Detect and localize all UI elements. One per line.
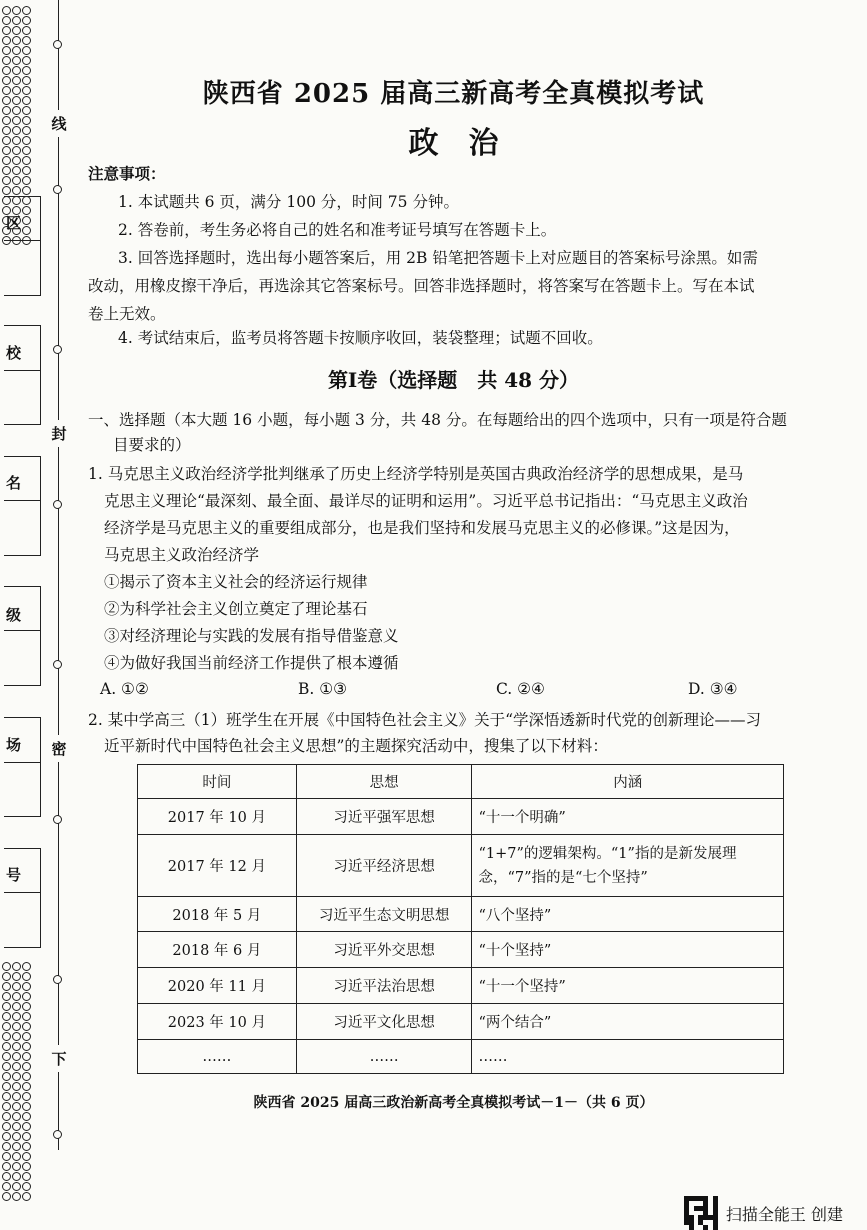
q1-stem-line: 克思主义理论“最深刻、最全面、最详尽的证明和运用”。习近平总书记指出：“马克思主义政治 (104, 492, 748, 510)
section-title: 第Ⅰ卷（选择题 共 48 分） (327, 368, 580, 392)
field-label-class: 级 (6, 606, 22, 624)
punch-hole (12, 1192, 21, 1201)
table-row (138, 835, 784, 897)
table-cell-content: …… (472, 1040, 784, 1074)
punch-hole (22, 26, 31, 35)
punch-hole (2, 106, 11, 115)
table-cell-content: “两个结合” (472, 1004, 784, 1040)
punch-hole (22, 1022, 31, 1031)
table-row (138, 1040, 784, 1074)
punch-hole (12, 76, 21, 85)
q1-statement: ②为科学社会主义创立奠定了理论基石 (104, 600, 368, 618)
punch-hole (2, 176, 11, 185)
punch-hole (22, 1072, 31, 1081)
table-cell-thought: 习近平文化思想 (296, 1004, 472, 1040)
field-label-room: 场 (6, 736, 22, 754)
punch-hole (22, 1102, 31, 1111)
exam-title: 陕西省 2025 届高三新高考全真模拟考试 (202, 79, 705, 109)
punch-hole (12, 1172, 21, 1181)
cut-line-ring (53, 815, 62, 824)
punch-hole (22, 136, 31, 145)
punch-hole (22, 66, 31, 75)
punch-hole (22, 1052, 31, 1061)
punch-hole (22, 1082, 31, 1091)
punch-hole (2, 136, 11, 145)
punch-hole (2, 86, 11, 95)
punch-hole (12, 1062, 21, 1071)
cut-line-ring (53, 500, 62, 509)
punch-hole (22, 1012, 31, 1021)
punch-hole (2, 36, 11, 45)
punch-hole (12, 1132, 21, 1141)
q1-option-b[interactable]: B. ①③ (298, 680, 348, 698)
q1-option-a[interactable]: A. ①② (100, 680, 149, 698)
notice-heading: 注意事项： (88, 164, 166, 183)
q1-statement: ④为做好我国当前经济工作提供了根本遵循 (104, 654, 399, 672)
punch-hole (2, 1102, 11, 1111)
field-separator (4, 240, 40, 241)
punch-hole (2, 26, 11, 35)
field-label-name: 名 (6, 474, 22, 492)
table-cell-date: 2017 年 12 月 (138, 835, 297, 897)
punch-hole (22, 146, 31, 155)
punch-hole (12, 106, 21, 115)
punch-hole (22, 176, 31, 185)
table-cell-date: 2017 年 10 月 (138, 799, 297, 835)
punch-hole (12, 1102, 21, 1111)
thought-table (137, 764, 784, 1074)
punch-hole (2, 1062, 11, 1071)
table-row (138, 897, 784, 932)
punch-hole (22, 1132, 31, 1141)
notice-item: 3. 回答选择题时，选出每小题答案后，用 2B 铅笔把答题卡上对应题目的答案标号涂黑。如需 (118, 249, 758, 267)
punch-hole (12, 1162, 21, 1171)
table-cell-date: 2020 年 11 月 (138, 968, 297, 1004)
punch-hole (2, 1112, 11, 1121)
punch-hole (2, 972, 11, 981)
punch-hole (12, 1022, 21, 1031)
punch-hole (2, 76, 11, 85)
notice-item-cont: 卷上无效。 (88, 305, 166, 323)
punch-hole (2, 1132, 11, 1141)
punch-hole (2, 982, 11, 991)
cut-label-secret: 密 (50, 735, 68, 762)
punch-hole (22, 106, 31, 115)
field-label-school: 校 (6, 344, 22, 362)
cut-line-ring (53, 660, 62, 669)
punch-hole (2, 126, 11, 135)
punch-hole (12, 1042, 21, 1051)
punch-hole (12, 1182, 21, 1191)
field-separator (4, 762, 40, 763)
punch-hole (12, 26, 21, 35)
punch-hole (12, 36, 21, 45)
punch-hole (12, 1092, 21, 1101)
q2-stem-line: 近平新时代中国特色社会主义思想”的主题探究活动中，搜集了以下材料： (104, 737, 608, 755)
cut-line-ring (53, 40, 62, 49)
cut-label-below: 下 (50, 1045, 68, 1072)
punch-hole (12, 1032, 21, 1041)
q1-stem-line: 1. 马克思主义政治经济学批判继承了历史上经济学特别是英国古典政治经济学的思想成果，是马 (88, 465, 744, 483)
punch-hole (22, 1112, 31, 1121)
punch-hole (12, 972, 21, 981)
punch-hole (12, 86, 21, 95)
punch-hole (22, 972, 31, 981)
punch-hole (2, 6, 11, 15)
scanner-watermark (684, 1196, 843, 1230)
punch-hole (2, 1162, 11, 1171)
punch-hole (22, 166, 31, 175)
field-separator (4, 630, 40, 631)
q1-stem-line: 马克思主义政治经济学 (104, 546, 260, 564)
table-cell-date: …… (138, 1040, 297, 1074)
punch-hole (22, 96, 31, 105)
field-box-number (4, 848, 41, 948)
punch-hole (2, 1002, 11, 1011)
table-cell-date: 2018 年 5 月 (138, 897, 297, 932)
punch-hole (12, 96, 21, 105)
punch-hole (12, 1052, 21, 1061)
field-box-school (4, 325, 41, 425)
exam-subject: 政治 (408, 126, 529, 161)
cut-label-line: 线 (50, 110, 68, 137)
scanner-label: 扫描全能王 创建 (725, 1204, 843, 1224)
punch-hole (22, 116, 31, 125)
q1-stem-line: 经济学是马克思主义的重要组成部分，也是我们坚持和发展马克思主义的必修课。”这是因为， (104, 519, 740, 537)
table-cell-thought: 习近平法治思想 (296, 968, 472, 1004)
table-cell-thought: 习近平经济思想 (296, 835, 472, 897)
field-box-name (4, 456, 41, 556)
punch-hole (2, 66, 11, 75)
punch-hole (22, 126, 31, 135)
field-box-district (4, 196, 41, 296)
punch-hole (2, 1192, 11, 1201)
punch-hole (12, 116, 21, 125)
punch-hole (22, 16, 31, 25)
punch-hole (22, 1142, 31, 1151)
notice-item: 2. 答卷前，考生务必将自己的姓名和准考证号填写在答题卡上。 (118, 221, 557, 239)
punch-hole (2, 186, 11, 195)
punch-hole (12, 16, 21, 25)
table-cell-content: “十一个明确” (472, 799, 784, 835)
punch-hole (2, 1022, 11, 1031)
table-cell-content: “十个坚持” (472, 932, 784, 968)
punch-hole (22, 6, 31, 15)
table-row (138, 799, 784, 835)
punch-hole (22, 1122, 31, 1131)
table-cell-thought: …… (296, 1040, 472, 1074)
table-header: 时间 (138, 765, 297, 799)
table-cell-date: 2023 年 10 月 (138, 1004, 297, 1040)
table-row (138, 968, 784, 1004)
section-instruction: 一、选择题（本大题 16 小题，每小题 3 分，共 48 分。在每题给出的四个选项中，只有一项是符合题 (88, 411, 787, 429)
q1-statement: ①揭示了资本主义社会的经济运行规律 (104, 573, 368, 591)
punch-hole (12, 1082, 21, 1091)
punch-hole (12, 126, 21, 135)
punch-hole (2, 1032, 11, 1041)
notice-item: 4. 考试结束后，监考员将答题卡按顺序收回，装袋整理；试题不回收。 (118, 329, 603, 347)
punch-hole (22, 1032, 31, 1041)
notice-item: 1. 本试题共 6 页，满分 100 分，时间 75 分钟。 (118, 193, 459, 211)
cut-line-ring (53, 345, 62, 354)
punch-hole (12, 1012, 21, 1021)
punch-hole (12, 6, 21, 15)
punch-hole (22, 76, 31, 85)
punch-hole (12, 1142, 21, 1151)
table-cell-thought: 习近平生态文明思想 (296, 897, 472, 932)
punch-hole (22, 1062, 31, 1071)
field-separator (4, 892, 40, 893)
table-cell-thought: 习近平强军思想 (296, 799, 472, 835)
punch-holes-bottom (2, 962, 38, 1201)
punch-hole (22, 992, 31, 1001)
table-row (138, 1004, 784, 1040)
field-box-class (4, 586, 41, 686)
punch-hole (2, 1052, 11, 1061)
punch-hole (12, 186, 21, 195)
field-label-district: 区 (6, 214, 22, 232)
punch-hole (2, 1042, 11, 1051)
table-header: 内涵 (472, 765, 784, 799)
table-cell-content: “1+7”的逻辑架构。“1”指的是新发展理念，“7”指的是“七个坚持” (472, 835, 784, 897)
punch-hole (2, 16, 11, 25)
punch-hole (12, 156, 21, 165)
punch-hole (22, 56, 31, 65)
punch-hole (12, 46, 21, 55)
cut-label-seal: 封 (50, 420, 68, 447)
cut-line-ring (53, 185, 62, 194)
table-header-row (138, 765, 784, 799)
q2-stem-line: 2. 某中学高三（1）班学生在开展《中国特色社会主义》关于“学深悟透新时代党的创新理论——习 (88, 711, 762, 729)
punch-hole (2, 96, 11, 105)
punch-hole (2, 56, 11, 65)
punch-hole (12, 1002, 21, 1011)
punch-hole (12, 982, 21, 991)
q1-statement: ③对经济理论与实践的发展有指导借鉴意义 (104, 627, 399, 645)
punch-hole (2, 962, 11, 971)
punch-hole (12, 56, 21, 65)
punch-hole (12, 1122, 21, 1131)
punch-hole (22, 1162, 31, 1171)
punch-hole (12, 136, 21, 145)
punch-hole (22, 1092, 31, 1101)
qr-code-icon (684, 1196, 718, 1230)
table-cell-date: 2018 年 6 月 (138, 932, 297, 968)
punch-hole (2, 1172, 11, 1181)
punch-hole (2, 146, 11, 155)
punch-hole (22, 982, 31, 991)
punch-hole (22, 46, 31, 55)
punch-hole (2, 156, 11, 165)
punch-hole (12, 166, 21, 175)
qr-cell (713, 1225, 718, 1230)
punch-hole (2, 1092, 11, 1101)
punch-hole (12, 1072, 21, 1081)
punch-hole (22, 156, 31, 165)
field-label-number: 号 (6, 866, 22, 884)
punch-hole (22, 1152, 31, 1161)
q1-option-d[interactable]: D. ③④ (688, 680, 738, 698)
notice-item-cont: 改动，用橡皮擦干净后，再选涂其它答案标号。回答非选择题时，将答案写在答题卡上。写在本试 (88, 277, 755, 295)
punch-hole (22, 1192, 31, 1201)
punch-hole (22, 1182, 31, 1191)
q1-option-c[interactable]: C. ②④ (496, 680, 545, 698)
page-footer: 陕西省 2025 届高三政治新高考全真模拟考试－1－（共 6 页） (253, 1095, 654, 1111)
punch-hole (12, 992, 21, 1001)
punch-hole (2, 1142, 11, 1151)
section-instruction-cont: 目要求的） (113, 436, 191, 454)
punch-hole (12, 146, 21, 155)
table-cell-content: “八个坚持” (472, 897, 784, 932)
punch-hole (22, 186, 31, 195)
punch-hole (12, 66, 21, 75)
punch-hole (2, 1182, 11, 1191)
punch-hole (22, 1002, 31, 1011)
table-cell-content: “十一个坚持” (472, 968, 784, 1004)
table-header: 思想 (296, 765, 472, 799)
punch-hole (12, 1112, 21, 1121)
punch-hole (22, 1172, 31, 1181)
punch-hole (22, 1042, 31, 1051)
cut-line-ring (53, 1130, 62, 1139)
punch-hole (2, 1152, 11, 1161)
binding-margin (0, 0, 75, 1227)
q1-options (100, 680, 818, 706)
punch-hole (2, 1082, 11, 1091)
punch-hole (2, 992, 11, 1001)
field-separator (4, 500, 40, 501)
punch-hole (12, 1152, 21, 1161)
punch-hole (2, 1122, 11, 1131)
punch-hole (22, 962, 31, 971)
field-box-room (4, 717, 41, 817)
punch-hole (12, 176, 21, 185)
table-cell-thought: 习近平外交思想 (296, 932, 472, 968)
punch-hole (2, 166, 11, 175)
table-row (138, 932, 784, 968)
cut-line-ring (53, 975, 62, 984)
punch-hole (22, 36, 31, 45)
punch-hole (2, 1072, 11, 1081)
field-separator (4, 370, 40, 371)
punch-hole (2, 1012, 11, 1021)
punch-hole (2, 46, 11, 55)
punch-hole (2, 116, 11, 125)
punch-hole (12, 962, 21, 971)
punch-hole (22, 86, 31, 95)
